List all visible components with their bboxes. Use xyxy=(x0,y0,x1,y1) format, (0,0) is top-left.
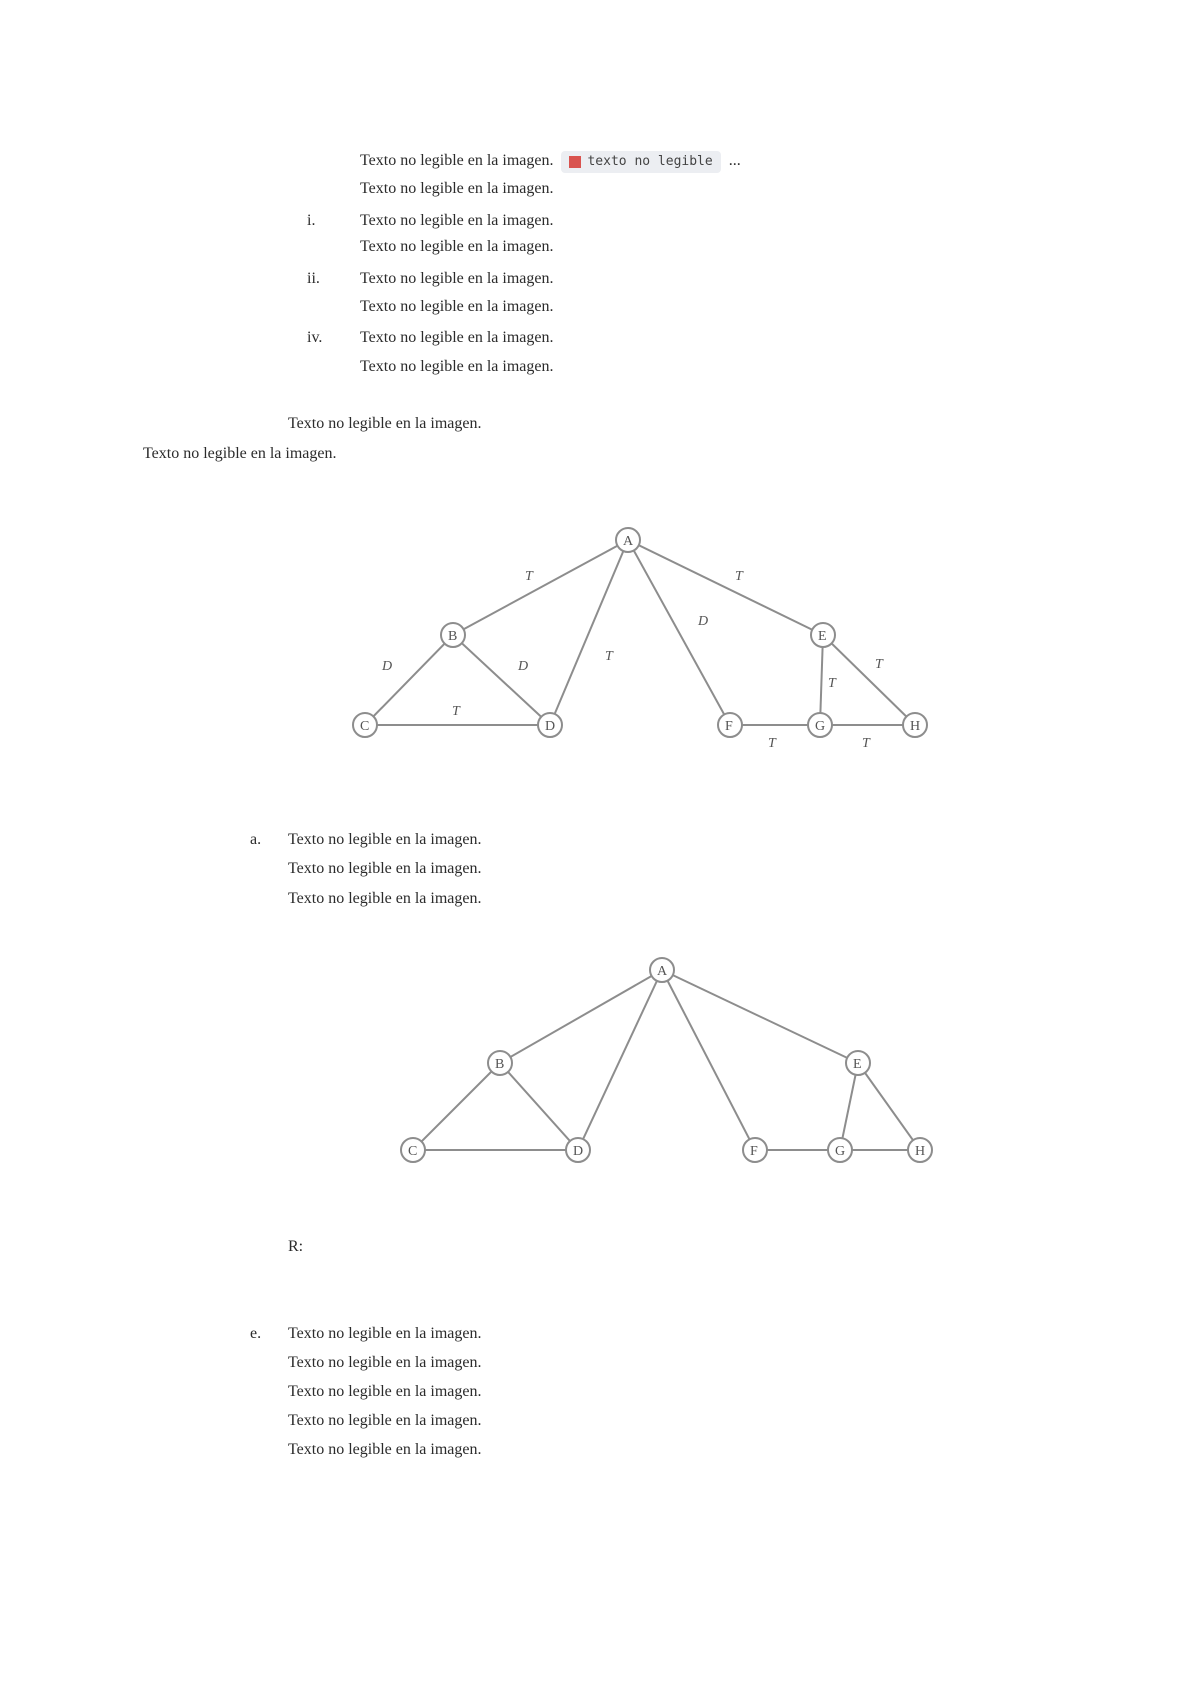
node-label-d: D xyxy=(545,719,556,734)
node-label-a: A xyxy=(657,964,668,979)
list-item-line: Texto no legible en la imagen. xyxy=(360,358,554,375)
edge-a-b xyxy=(500,970,662,1063)
edge-label-ae: T xyxy=(735,569,743,584)
edge-a-d xyxy=(578,970,662,1150)
question-line: Texto no legible en la imagen. xyxy=(288,1441,482,1458)
paragraph-line-1: Texto no legible en la imagen. xyxy=(288,415,482,432)
answer-label: R: xyxy=(288,1238,304,1255)
edge-label-bc: D xyxy=(382,659,393,674)
question-line: Texto no legible en la imagen. xyxy=(288,1383,482,1400)
node-label-e: E xyxy=(853,1057,862,1072)
list-item-line: Texto no legible en la imagen. xyxy=(360,298,554,315)
edge-a-e xyxy=(628,540,823,635)
list-item-number: ii. xyxy=(307,270,320,287)
edge-b-d xyxy=(453,635,550,725)
edge-e-h xyxy=(823,635,915,725)
edge-label-af: D xyxy=(698,614,709,629)
node-label-b: B xyxy=(448,629,458,644)
list-intro-line-2: Texto no legible en la imagen. xyxy=(360,180,554,197)
node-label-g: G xyxy=(835,1144,846,1159)
edge-a-e xyxy=(662,970,858,1063)
edge-a-d xyxy=(550,540,628,725)
node-label-b: B xyxy=(495,1057,505,1072)
list-item-number: iv. xyxy=(307,329,323,346)
red-square-icon xyxy=(569,156,581,168)
edge-label-bd: D xyxy=(518,659,529,674)
question-line: Texto no legible en la imagen. xyxy=(288,1354,482,1371)
list-item-line: Texto no legible en la imagen. xyxy=(360,238,554,255)
question-number: e. xyxy=(250,1325,262,1342)
list-intro-end: ... xyxy=(728,152,741,169)
question-line: Texto no legible en la imagen. xyxy=(288,831,482,848)
edge-e-h xyxy=(858,1063,920,1150)
paragraph-line-2: Texto no legible en la imagen. xyxy=(143,445,337,462)
question-line: Texto no legible en la imagen. xyxy=(288,1412,482,1429)
graph-diagram-1 xyxy=(340,525,940,755)
question-line: Texto no legible en la imagen. xyxy=(288,890,482,907)
question-line: Texto no legible en la imagen. xyxy=(288,860,482,877)
edge-b-c xyxy=(365,635,453,725)
edge-b-d xyxy=(500,1063,578,1150)
edge-label-ab: T xyxy=(525,569,533,584)
graph-diagram-2 xyxy=(385,955,945,1175)
code-chip xyxy=(561,151,720,173)
node-label-a: A xyxy=(623,534,634,549)
edge-a-f xyxy=(628,540,730,725)
node-label-c: C xyxy=(408,1144,418,1159)
node-label-g: G xyxy=(815,719,826,734)
list-intro-text: Texto no legible en la imagen. xyxy=(360,152,554,169)
node-label-f: F xyxy=(750,1144,758,1159)
node-label-e: E xyxy=(818,629,827,644)
edge-a-b xyxy=(453,540,628,635)
node-label-d: D xyxy=(573,1144,584,1159)
list-intro-line-1 xyxy=(360,150,741,173)
node-label-h: H xyxy=(915,1144,926,1159)
edge-label-gh: T xyxy=(862,736,870,751)
edge-label-cd: T xyxy=(452,704,460,719)
edge-label-eg: T xyxy=(828,676,836,691)
list-item-line: Texto no legible en la imagen. xyxy=(360,212,554,229)
question-line: Texto no legible en la imagen. xyxy=(288,1325,482,1342)
node-label-f: F xyxy=(725,719,733,734)
edge-e-g xyxy=(820,635,823,725)
code-chip-text: texto no legible xyxy=(587,154,713,169)
edge-label-ad: T xyxy=(605,649,613,664)
edge-a-f xyxy=(662,970,755,1150)
node-label-h: H xyxy=(910,719,921,734)
list-item-number: i. xyxy=(307,212,316,229)
edge-b-c xyxy=(413,1063,500,1150)
edge-e-g xyxy=(840,1063,858,1150)
question-number: a. xyxy=(250,831,262,848)
list-item-line: Texto no legible en la imagen. xyxy=(360,270,554,287)
edge-label-eh: T xyxy=(875,657,883,672)
edge-label-fg: T xyxy=(768,736,776,751)
node-label-c: C xyxy=(360,719,370,734)
list-item-line: Texto no legible en la imagen. xyxy=(360,329,554,346)
